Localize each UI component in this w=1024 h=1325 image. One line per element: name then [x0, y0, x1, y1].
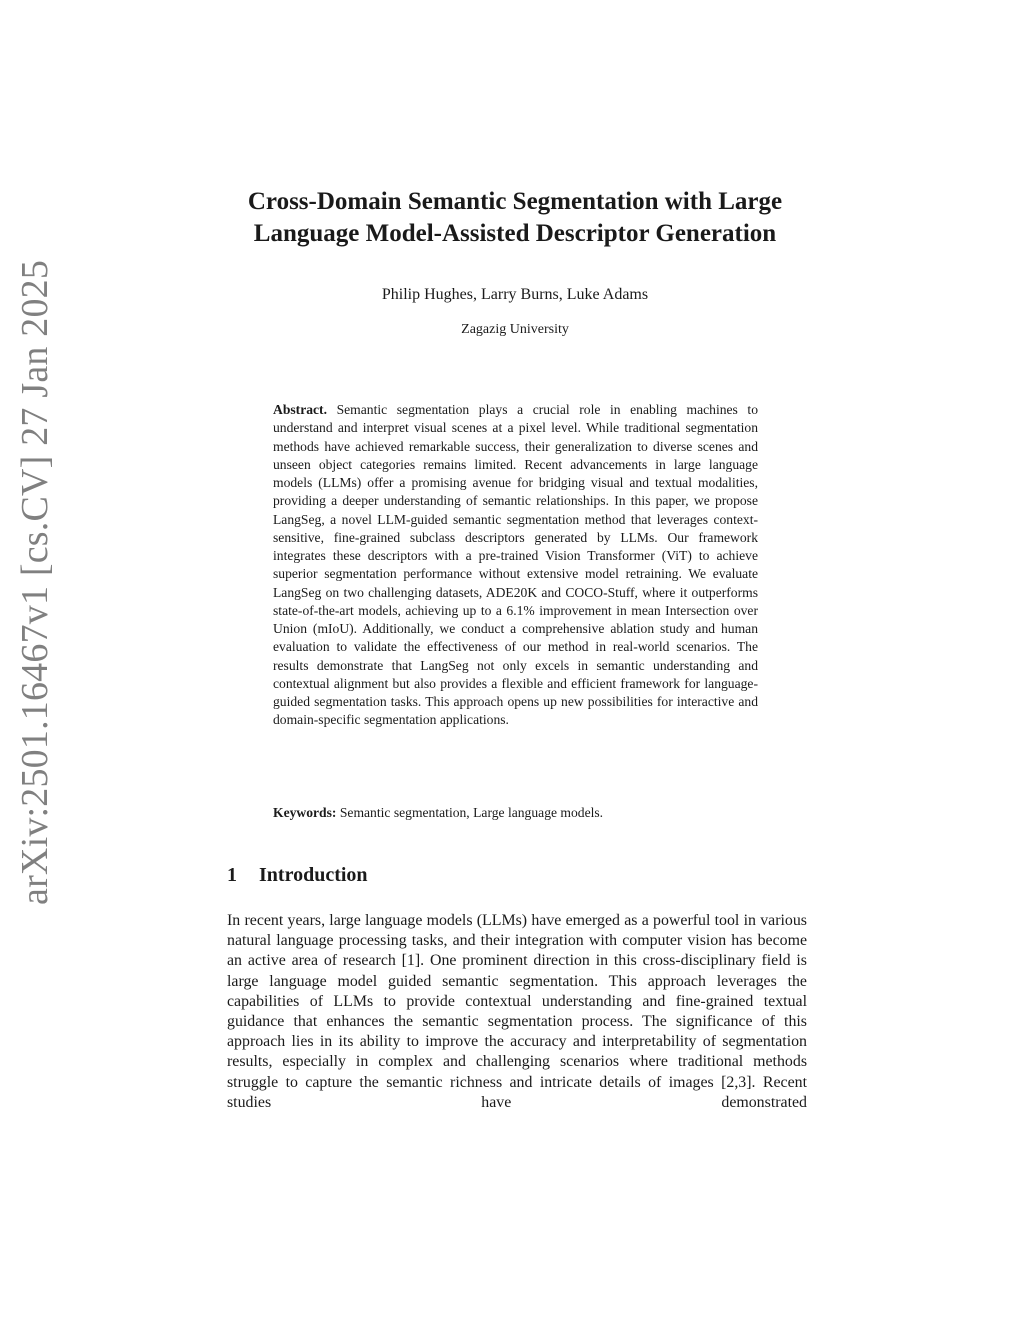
- keywords-text: Semantic segmentation, Large language models.: [339, 805, 604, 820]
- section-heading-introduction: [227, 862, 807, 888]
- abstract-text: Semantic segmentation plays a crucial role in enabling machines to understand and interpret visual scenes at a pixel level. While traditional segmentation methods have achieved remarkable success, their generalization to diverse scenes and unseen object categories remains limited. Recent advancements in large language models (LLMs) offer a promising avenue for bridging visual and textual modalities, providing a deeper understanding of semantic relationships. In this paper, we propose LangSeg, a novel LLM-guided semantic segmentation method that leverages context-sensitive, fine-grained subclass descriptors generated by LLMs. Our framework integrates these descriptors with a pre-trained Vision Transformer (ViT) to achieve superior segmentation performance without extensive model retraining. We evaluate LangSeg on two challenging datasets, ADE20K and COCO-Stuff, where it outperforms state-of-the-art models, achieving up to a 6.1% improvement in mean Intersection over Union (mIoU). Additionally, we conduct a comprehensive ablation study and human evaluation to validate the effectiveness of our method in real-world scenarios. The results demonstrate that LangSeg not only excels in semantic understanding and contextual alignment but also provides a flexible and efficient framework for language-guided segmentation tasks. This approach opens up new possibilities for interactive and domain-specific segmentation applications.: [273, 402, 758, 728]
- introduction-paragraph: In recent years, large language models (LLMs) have emerged as a powerful tool in various natural language processing tasks, and their integration with computer vision has become an active area of research [1]. One prominent direction in this cross-disciplinary field is large language model guided semantic segmentation. This approach leverages the capabilities of LLMs to provide contextual understanding and fine-grained textual guidance that enhances the semantic segmentation process. The significance of this approach lies in its ability to improve the accuracy and interpretability of segmentation results, especially in complex and challenging scenarios where traditional methods struggle to capture the semantic richness and intricate details of images [2,3]. Recent studies have demonstrated: [227, 912, 807, 1111]
- author-list: Philip Hughes, Larry Burns, Luke Adams: [381, 286, 649, 303]
- abstract: [273, 401, 758, 730]
- abstract-label: Abstract.: [273, 402, 327, 417]
- section-number: 1: [227, 864, 237, 886]
- section-title: Introduction: [259, 864, 368, 886]
- arxiv-identifier: arXiv:2501.16467v1 [cs.CV] 27 Jan 2025: [14, 259, 56, 905]
- paper-title: Cross-Domain Semantic Segmentation with Large Language Model-Assisted Descriptor Generation: [247, 188, 783, 247]
- keywords-label: Keywords:: [273, 805, 337, 820]
- affiliation: Zagazig University: [461, 322, 569, 337]
- keywords: [273, 804, 758, 822]
